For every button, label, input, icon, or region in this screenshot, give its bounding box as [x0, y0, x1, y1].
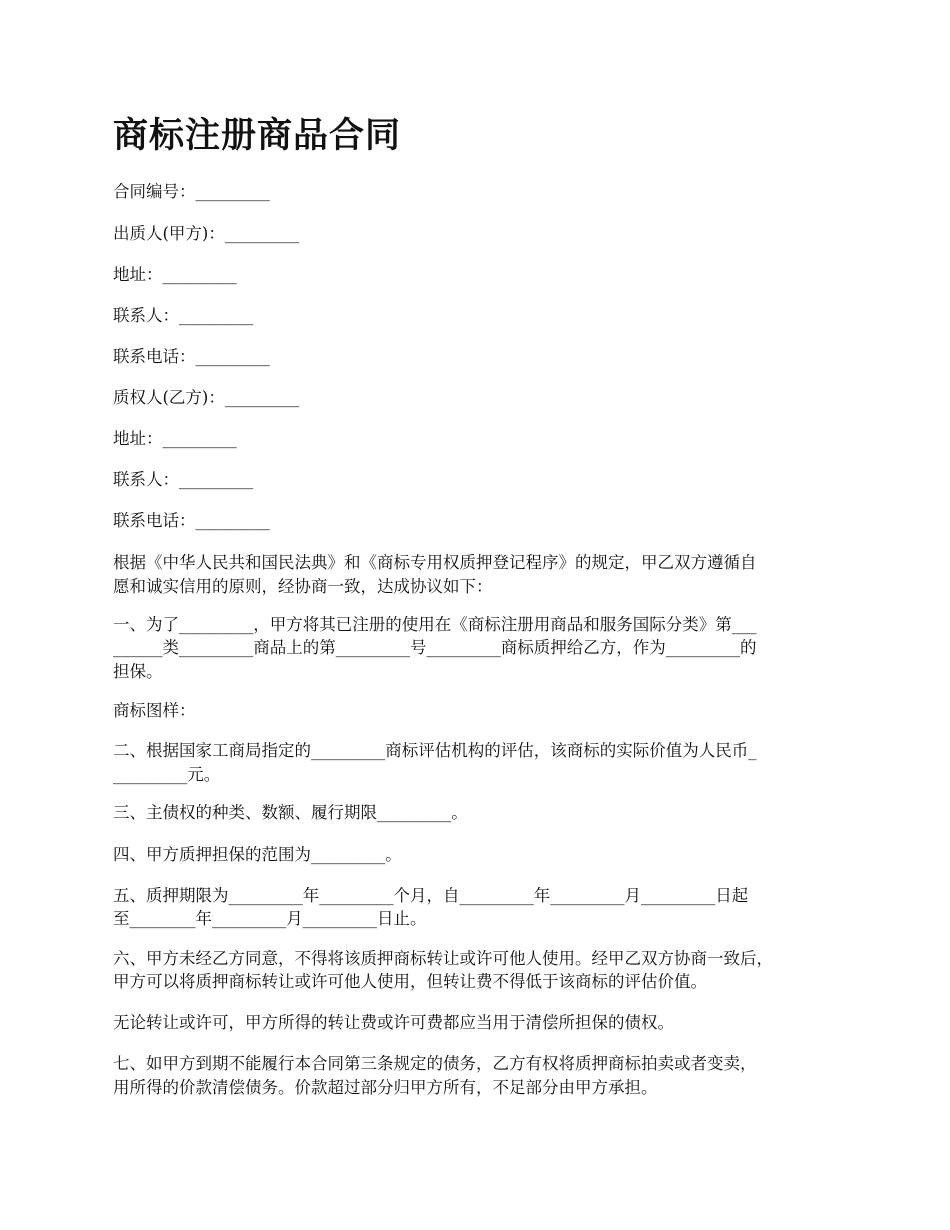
field-pledgee: 质权人(乙方)：_________: [113, 388, 300, 407]
transfer-fee-paragraph: 无论转让或许可，甲方所得的转让费或许可费都应当用于清偿所担保的债权。: [113, 1013, 674, 1032]
clause-7-line: 用所得的价款清偿债务。价款超过部分归甲方所有，不足部分由甲方承担。: [113, 1078, 658, 1097]
clause-1-line: ______类_________商品上的第_________号_________商标质押给乙方，作为_________的: [113, 638, 757, 657]
trademark-sample-label: 商标图样：: [113, 701, 196, 720]
clause-1-line: 担保。: [113, 662, 163, 681]
field-contract-number: 合同编号：_________: [113, 182, 270, 201]
clause-5-line: 至________年_________月_________日止。: [113, 909, 427, 928]
clause-4-line: 四、甲方质押担保的范围为_________。: [113, 845, 402, 864]
field-pledgee-address: 地址：_________: [113, 429, 237, 448]
field-pledgor: 出质人(甲方)：_________: [113, 224, 300, 243]
clause-6-line: 六、甲方未经乙方同意，不得将该质押商标转让或许可他人使用。经甲乙双方协商一致后，: [113, 949, 773, 968]
field-pledgee-contact: 联系人：_________: [113, 470, 254, 489]
clause-2-line: 二、根据国家工商局指定的_________商标评估机构的评估，该商标的实际价值为人民币_: [113, 741, 757, 760]
paragraph-intro-line: 根据《中华人民共和国民法典》和《商标专用权质押登记程序》的规定，甲乙双方遵循自: [113, 553, 757, 572]
clause-5-line: 五、质押期限为_________年_________个月，自_________年_________月_________日起: [113, 886, 749, 905]
field-pledgor-contact: 联系人：_________: [113, 306, 254, 325]
clause-2-line: _________元。: [113, 765, 221, 784]
paragraph-intro-line: 愿和诚实信用的原则，经协商一致，达成协议如下：: [113, 577, 493, 596]
field-pledgee-phone: 联系电话：_________: [113, 511, 270, 530]
clause-3-line: 三、主债权的种类、数额、履行期限_________。: [113, 803, 468, 822]
clause-1-line: 一、为了_________，甲方将其已注册的使用在《商标注册用商品和服务国际分类》第___: [113, 615, 757, 634]
clause-6-line: 甲方可以将质押商标转让或许可他人使用，但转让费不得低于该商标的评估价值。: [113, 972, 707, 991]
field-pledgor-address: 地址：_________: [113, 265, 237, 284]
field-pledgor-phone: 联系电话：_________: [113, 347, 270, 366]
clause-7-line: 七、如甲方到期不能履行本合同第三条规定的债务，乙方有权将质押商标拍卖或者变卖，: [113, 1054, 757, 1073]
document-title: 商标注册商品合同: [113, 115, 402, 156]
